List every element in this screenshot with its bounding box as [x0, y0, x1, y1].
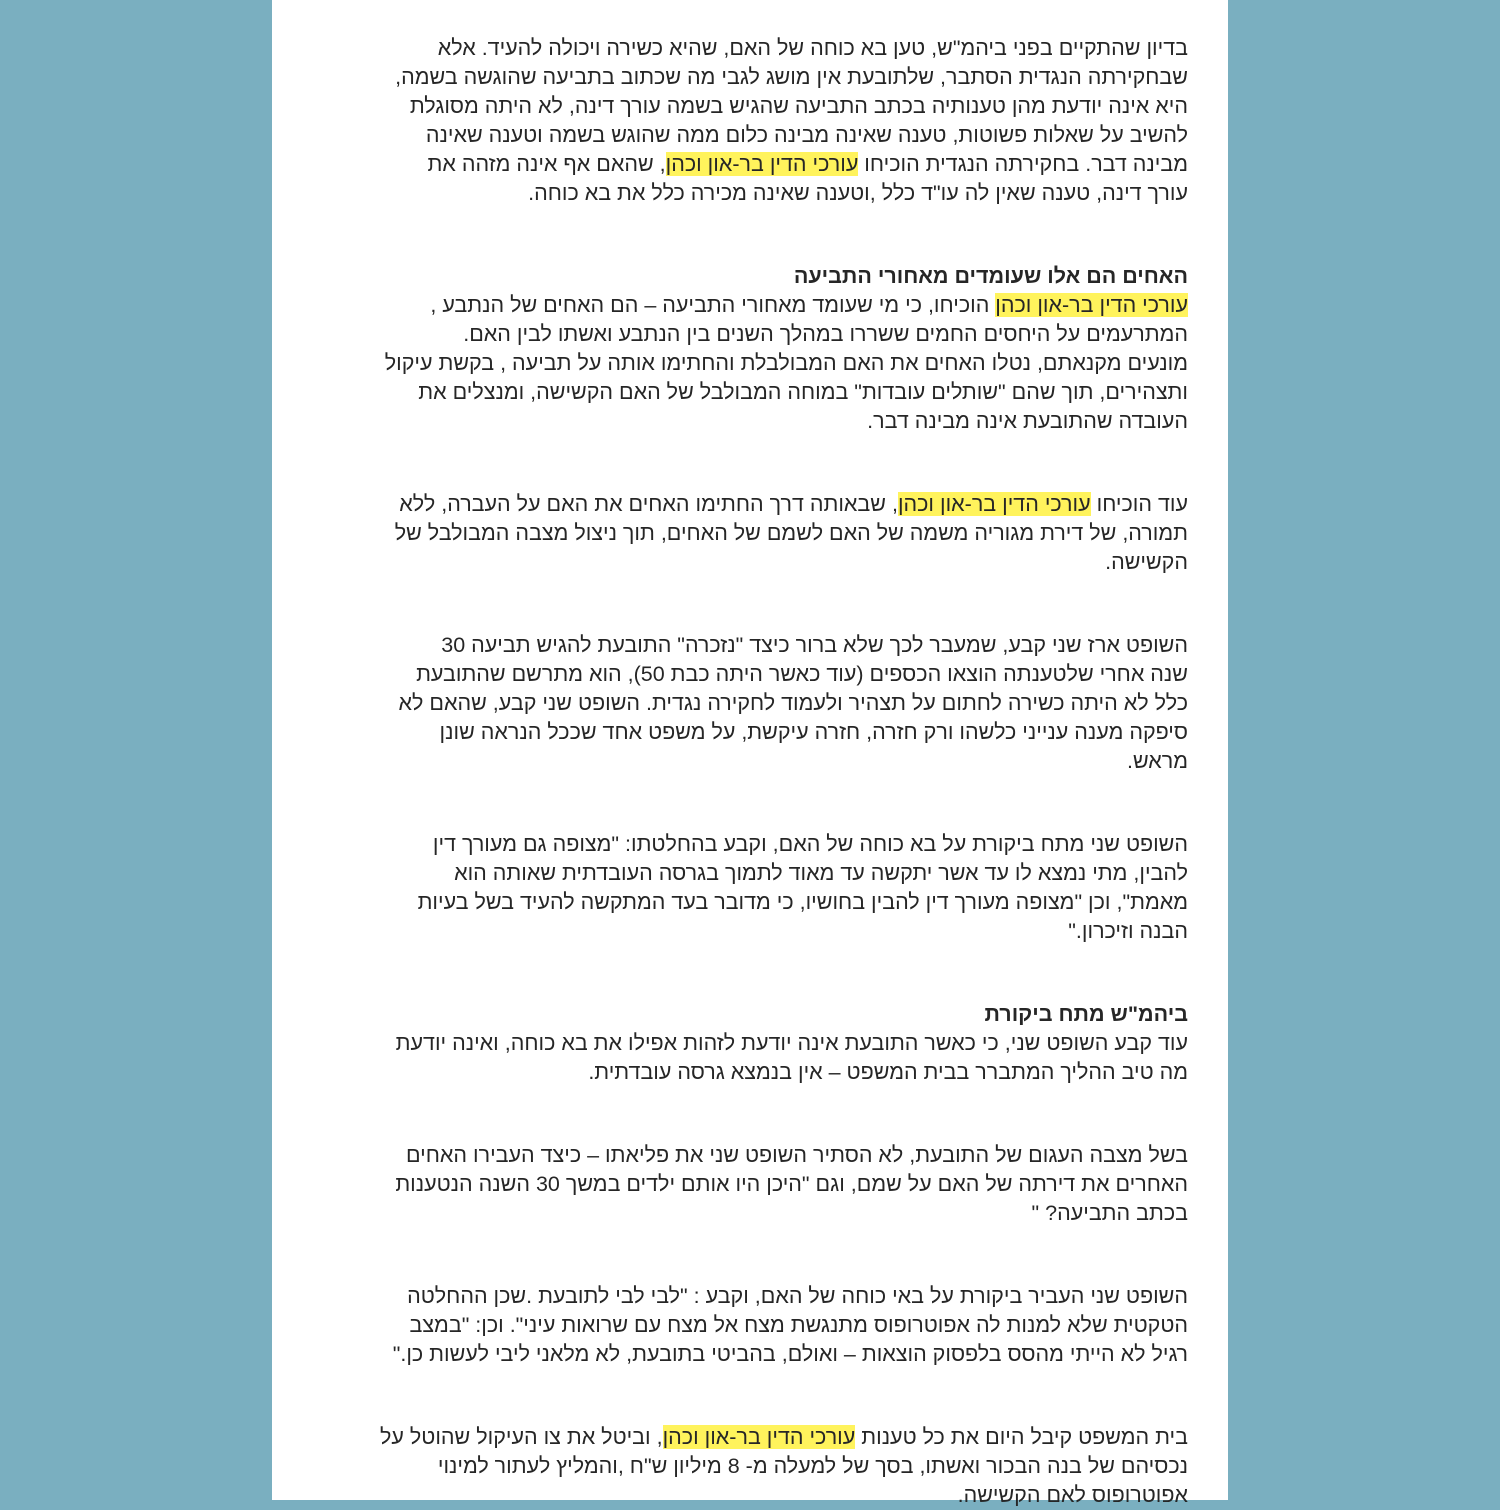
- text-segment: , שבאותה דרך החתימו האחים את האם על העברה, ללא: [399, 492, 898, 516]
- section-heading-brothers: האחים הם אלו שעומדים מאחורי התביעה: [793, 264, 1188, 288]
- highlighted-lawyers: עורכי הדין בר-און וכהן: [995, 293, 1188, 317]
- paragraph-hearing: [306, 34, 1188, 208]
- text-line: האחרים את דירתה של האם על שמם, וגם "היכן היו אותם ילדים במשך 30 השנה הנטענות: [395, 1172, 1188, 1196]
- highlighted-lawyers: עורכי הדין בר-און וכהן: [897, 492, 1091, 516]
- text-line: בכתב התביעה? ": [1031, 1201, 1188, 1225]
- article-body: [306, 34, 1188, 1510]
- text-line: מה טיב ההליך המתברר בבית המשפט – אין בנמצא גרסה עובדתית.: [588, 1060, 1188, 1084]
- paragraph-verdict: [306, 1423, 1188, 1510]
- text-line: תמורה, של דירת מגוריה משמה של האם לשמם של האחים, תוך ניצול מצבה המבולבל של: [394, 521, 1188, 545]
- paragraph-guardian: [306, 1282, 1188, 1369]
- text-line: הטקטית שלא למנות לה אפוטרופוס מתנגשת מצח אל מצח עם שרואות עיני". וכן: "במצב: [409, 1313, 1188, 1337]
- text-line: [306, 291, 1188, 320]
- spacer: [306, 1369, 1188, 1423]
- text-line: סיפקה מענה ענייני כלשהו ורק חזרה, חזרה עיקשת, על משפט אחד שככל הנראה שונן: [439, 720, 1188, 744]
- text-line: השופט שני העביר ביקורת על באי כוחה של האם, וקבע : "לבי לבי לתובעת .שכן ההחלטה: [407, 1284, 1188, 1308]
- text-segment: , וביטל את צו העיקול שהוטל על: [380, 1425, 663, 1449]
- text-line: ותצהירים, תוך שהם "שותלים עובדות" במוחה המבולבל של האם הקשישה, ומנצלים את: [418, 380, 1188, 404]
- text-segment: הוכיחו, כי מי שעומד מאחורי התביעה – הם האחים של הנתבע ,: [430, 293, 996, 317]
- text-line: הבנה וזיכרון.": [1068, 919, 1188, 943]
- text-line: היא אינה יודעת מהן טענותיה בכתב התביעה שהגיש בשמה עורך דינה, לא היתה מסוגלת: [409, 94, 1188, 118]
- paragraph-brothers: [306, 291, 1188, 436]
- paragraph-transfer: [306, 490, 1188, 577]
- document-page: [272, 0, 1228, 1507]
- text-line: מונעים מקנאתם, נטלו האחים את האם המבולבלת והחתימו אותה על תביעה , בקשת עיקול: [384, 351, 1188, 375]
- spacer: [306, 776, 1188, 830]
- spacer: [306, 1228, 1188, 1282]
- text-segment: , שהאם אף אינה מזהה את: [427, 152, 666, 176]
- spacer: [306, 436, 1188, 490]
- text-line: כלל לא היתה כשירה לחתום על תצהיר ולעמוד לחקירה נגדית. השופט שני קבע, שהאם לא: [398, 691, 1188, 715]
- text-line: המתרעמים על היחסים החמים ששררו במהלך השנים בין הנתבע ואשתו לבין האם.: [463, 322, 1188, 346]
- text-segment: מבינה דבר. בחקירתה הנגדית הוכיחו: [858, 152, 1188, 176]
- text-line: שנה אחרי שלטענתה הוצאו הכספים (עוד כאשר היתה כבת 50), הוא מתרשם שהתובעת: [416, 662, 1188, 686]
- highlighted-lawyers: עורכי הדין בר-און וכהן: [665, 152, 859, 176]
- text-segment: עוד הוכיחו: [1090, 492, 1188, 516]
- text-line: הקשישה.: [1105, 550, 1188, 574]
- text-line: בשל מצבה העגום של התובעת, לא הסתיר השופט שני את פליאתו – כיצד העבירו האחים: [406, 1143, 1188, 1167]
- text-line: [306, 150, 1188, 179]
- paragraph-judge-wonder: [306, 1141, 1188, 1228]
- section-heading-criticism: ביהמ"ש מתח ביקורת: [984, 1002, 1188, 1026]
- paragraph-judge-ruling: [306, 631, 1188, 776]
- text-line: העובדה שהתובעת אינה מבינה דבר.: [867, 409, 1188, 433]
- spacer: [306, 1087, 1188, 1141]
- text-line: להבין, מתי נמצא לו עד אשר יתקשה עד מאוד לתמוך בגרסה העובדתית שאותה הוא: [454, 861, 1188, 885]
- text-segment: בית המשפט קיבל היום את כל טענות: [855, 1425, 1188, 1449]
- text-line: רגיל לא הייתי מהסס בלפסוק הוצאות – ואולם, בהביטי בתובעת, לא מלאני ליבי לעשות כן.": [392, 1342, 1188, 1366]
- text-line: מאמת", וכן "מצופה מעורך דין להבין בחושיו, כי מדובר בעד המתקשה להעיד בשל בעיות: [417, 890, 1188, 914]
- text-line: [306, 1423, 1188, 1452]
- paragraph-no-version: [306, 1029, 1188, 1087]
- text-line: שבחקירתה הנגדית הסתבר, שלתובעת אין מושג לגבי מה שכתוב בתביעה שהוגשה בשמה,: [395, 65, 1188, 89]
- spacer: [306, 577, 1188, 631]
- spacer: [306, 946, 1188, 1000]
- highlighted-lawyers: עורכי הדין בר-און וכהן: [662, 1425, 856, 1449]
- paragraph-judge-criticism: [306, 830, 1188, 946]
- text-line: השופט ארז שני קבע, שמעבר לכך שלא ברור כיצד "נזכרה" התובעת להגיש תביעה 30: [441, 633, 1188, 657]
- text-line: בדיון שהתקיים בפני ביהמ"ש, טען בא כוחה של האם, שהיא כשירה ויכולה להעיד. אלא: [437, 36, 1188, 60]
- spacer: [306, 208, 1188, 262]
- text-line: נכסיהם של בנה הבכור ואשתו, בסך של למעלה מ- 8 מיליון ש"ח ,והמליץ לעתור למינוי: [437, 1454, 1188, 1478]
- text-line: עוד קבע השופט שני, כי כאשר התובעת אינה יודעת לזהות אפילו את בא כוחה, ואינה יודעת: [395, 1031, 1188, 1055]
- text-line: השופט שני מתח ביקורת על בא כוחה של האם, וקבע בהחלטתו: "מצופה גם מעורך דין: [432, 832, 1188, 856]
- text-line: להשיב על שאלות פשוטות, טענה שאינה מבינה כלום ממה שהוגש בשמה וטענה שאינה: [425, 123, 1188, 147]
- text-line: עורך דינה, טענה שאין לה עו"ד כלל ,וטענה שאינה מכירה כלל את בא כוחה.: [528, 181, 1188, 205]
- text-line: אפוטרופוס לאם הקשישה.: [957, 1483, 1188, 1507]
- text-line: [306, 490, 1188, 519]
- text-line: מראש.: [1127, 749, 1188, 773]
